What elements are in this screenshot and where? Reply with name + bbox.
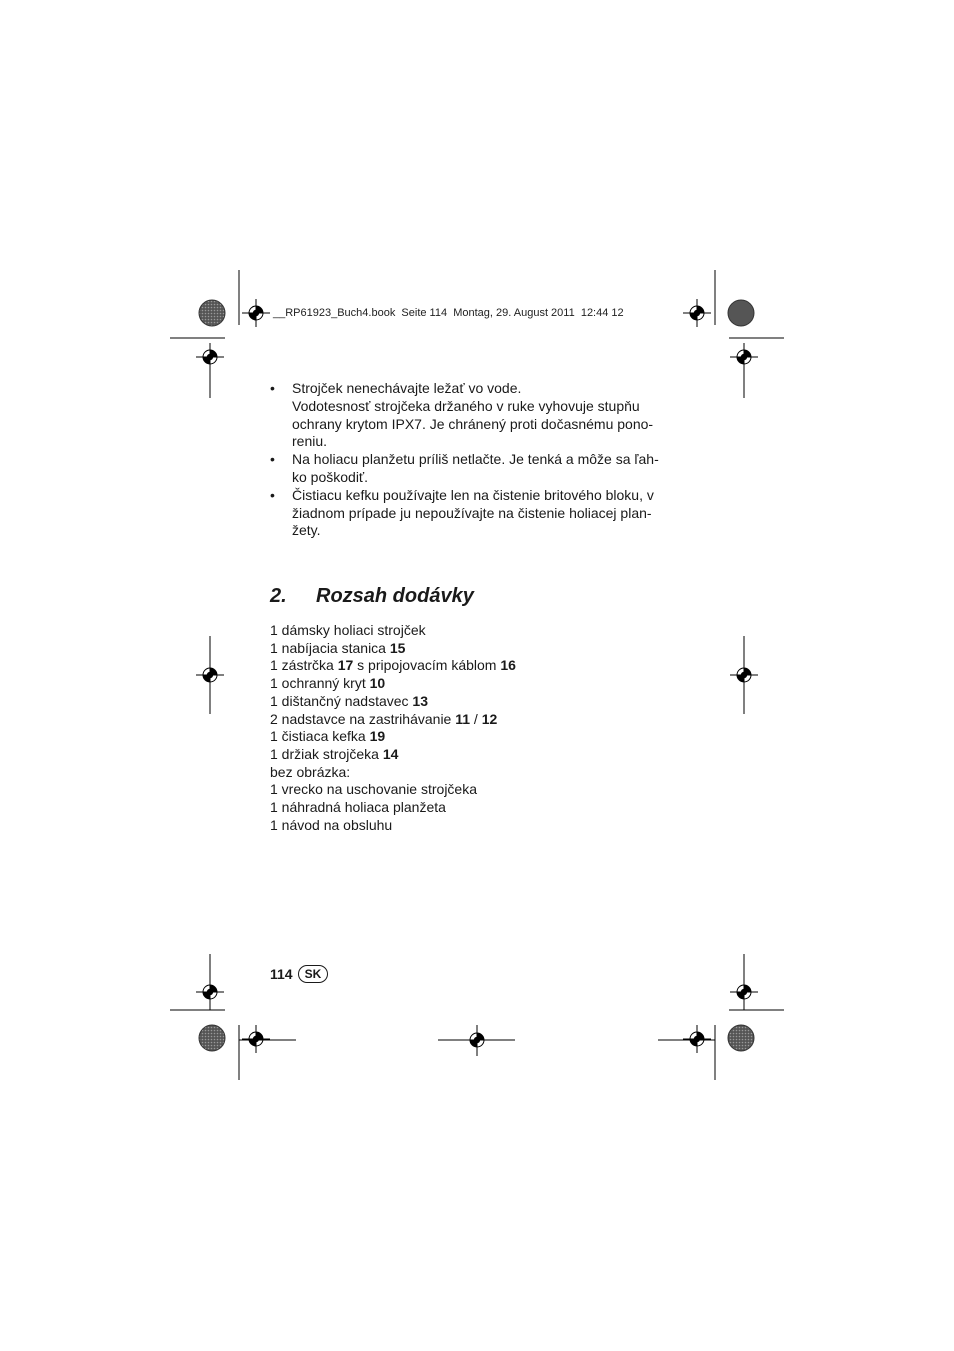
item-ref-number: 19	[369, 728, 386, 745]
list-item	[270, 487, 680, 540]
item-text: 1 držiak strojčeka	[270, 745, 383, 762]
item-ref-number: 10	[369, 675, 386, 692]
registration-target-icon	[728, 300, 754, 326]
item-text: 1 zástrčka	[270, 657, 338, 674]
item-text: 1 nabíjacia stanica	[270, 639, 390, 656]
note-line: Strojček nenechávajte ležať vo vode.	[292, 380, 522, 396]
bullet-icon: •	[270, 451, 275, 468]
item-ref-number: 12	[481, 710, 498, 727]
registration-target-icon	[199, 300, 225, 326]
page-footer	[270, 965, 328, 983]
list-item	[270, 622, 516, 640]
note-line: Na holiacu planžetu príliš netlačte. Je tenká a môže sa ľah-	[292, 451, 659, 468]
page-number: 114	[270, 966, 293, 982]
note-line: žety.	[292, 522, 321, 539]
item-ref-number: 16	[500, 657, 516, 674]
note-line: Čistiacu kefku používajte len na čistenie britového bloku, v	[292, 486, 654, 503]
item-text: bez obrázka:	[270, 763, 351, 780]
note-line: Vodotesnosť strojčeka držaného v ruke vyhovuje stupňu	[292, 397, 640, 414]
list-item	[270, 693, 516, 711]
item-ref-number: 17	[337, 657, 354, 674]
note-line: žiadnom prípade ju nepoužívajte na čistenie holiacej plan-	[292, 504, 652, 521]
item-ref-number: 11	[455, 710, 471, 727]
note-line: reniu.	[292, 433, 328, 450]
notes-list	[270, 380, 680, 540]
registration-target-icon	[199, 1025, 225, 1051]
note-line: ochrany krytom IPX7. Je chránený proti dočasnému pono-	[292, 415, 654, 432]
list-item	[270, 728, 516, 746]
list-item	[270, 451, 680, 487]
list-item	[270, 799, 516, 817]
item-text: 1 náhradná holiaca planžeta	[270, 799, 446, 816]
list-item	[270, 675, 516, 693]
language-badge: SK	[298, 965, 329, 983]
item-text: 1 vrecko na uschovanie strojčeka	[270, 781, 477, 798]
print-info-line: __RP61923_Buch4.book Seite 114 Montag, 29. August 2011 12:44 12	[273, 307, 624, 319]
item-text: /	[470, 710, 482, 727]
item-text: 1 čistiaca kefka	[270, 728, 370, 745]
item-ref-number: 14	[382, 745, 399, 762]
list-item	[270, 711, 516, 729]
section-number: 2.	[270, 585, 287, 607]
list-item	[270, 817, 516, 835]
item-text: s pripojovacím káblom	[353, 657, 501, 674]
item-text: 1 dištančný nadstavec	[270, 692, 413, 709]
bullet-icon: •	[270, 380, 275, 396]
delivery-list	[270, 622, 516, 834]
item-text: 1 návod na obsluhu	[270, 816, 393, 833]
section-title-text: Rozsah dodávky	[316, 585, 474, 607]
list-item	[270, 746, 516, 764]
section-heading	[270, 585, 474, 608]
list-item	[270, 781, 516, 799]
registration-target-icon	[728, 1025, 754, 1051]
list-item	[270, 380, 680, 451]
list-item	[270, 640, 516, 658]
note-line: ko poškodiť.	[292, 468, 369, 485]
item-text: 2 nadstavce na zastrihávanie	[270, 710, 456, 727]
list-item	[270, 657, 516, 675]
bullet-icon: •	[270, 486, 275, 503]
item-ref-number: 13	[412, 692, 428, 709]
list-item	[270, 764, 516, 782]
item-text: 1 dámsky holiaci strojček	[270, 622, 426, 638]
item-text: 1 ochranný kryt	[270, 675, 370, 692]
item-ref-number: 15	[389, 639, 406, 656]
